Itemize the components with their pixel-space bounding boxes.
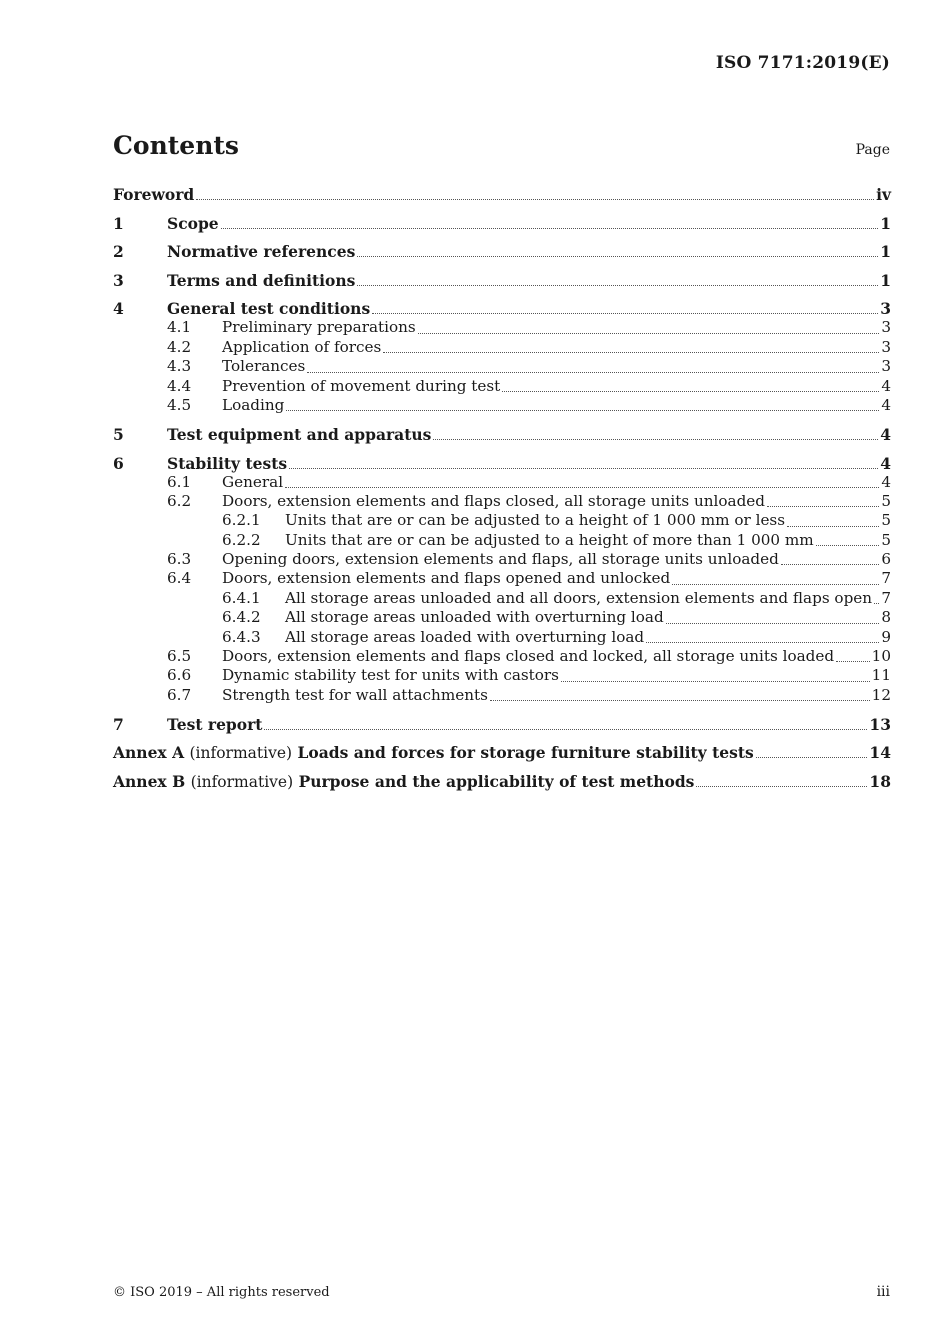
- toc-page: 5: [881, 511, 891, 530]
- toc-number: 3: [113, 270, 124, 290]
- dot-leader: [767, 506, 879, 507]
- dot-leader: [286, 410, 879, 411]
- toc-entry-annex-b[interactable]: [113, 772, 891, 791]
- dot-leader: [672, 584, 879, 585]
- toc-page: 5: [881, 491, 891, 510]
- toc-entry-6-7[interactable]: [113, 686, 891, 705]
- toc-page: 3: [881, 318, 891, 337]
- toc-entry-4-4[interactable]: [113, 377, 891, 396]
- toc-number: 6.5: [167, 647, 192, 666]
- toc-page: 4: [881, 395, 891, 414]
- dot-leader: [696, 786, 867, 787]
- dot-leader: [196, 199, 874, 200]
- toc-page: 11: [871, 666, 891, 685]
- toc-page: 6: [881, 550, 891, 569]
- toc-page: 12: [871, 685, 891, 704]
- dot-leader: [490, 700, 870, 701]
- toc-page: iv: [876, 185, 891, 204]
- dot-leader: [666, 623, 880, 624]
- toc-title: Tolerances: [222, 357, 306, 376]
- toc-number: 6.4.1: [222, 588, 261, 607]
- dot-leader: [756, 757, 868, 758]
- toc-title: All storage areas loaded with overturning load: [285, 627, 645, 646]
- toc-title: Scope: [167, 213, 219, 233]
- toc-number: 1: [113, 213, 124, 233]
- toc-entry-4-2[interactable]: [113, 338, 891, 357]
- toc-title: Opening doors, extension elements and flaps, all storage units unloaded: [222, 550, 779, 569]
- toc-entry-6-2-2[interactable]: [113, 531, 891, 550]
- dot-leader: [787, 526, 879, 527]
- toc-entry-1[interactable]: [113, 214, 891, 233]
- dot-leader: [502, 391, 879, 392]
- toc-page: 1: [880, 213, 891, 233]
- toc-title: Foreword: [113, 185, 195, 204]
- toc-number: 6.1: [167, 472, 192, 491]
- toc-title: Normative references: [167, 242, 356, 262]
- table-of-contents: [113, 185, 891, 791]
- toc-title: Loading: [222, 395, 285, 414]
- toc-entry-6-4[interactable]: [113, 569, 891, 588]
- dot-leader: [357, 256, 878, 257]
- toc-page: 13: [869, 714, 891, 734]
- dot-leader: [781, 564, 879, 565]
- toc-entry-foreword[interactable]: [113, 185, 891, 204]
- toc-number: 6: [113, 453, 124, 473]
- document-id: ISO 7171:2019(E): [715, 53, 890, 73]
- toc-entry-2[interactable]: [113, 242, 891, 261]
- toc-number: 6.4.3: [222, 627, 261, 646]
- toc-entry-6-6[interactable]: [113, 666, 891, 685]
- annex-label: Annex B: [113, 771, 186, 791]
- dot-leader: [383, 352, 879, 353]
- dot-leader: [874, 603, 879, 604]
- toc-entry-6-4-2[interactable]: [113, 608, 891, 627]
- toc-page: 8: [881, 608, 891, 627]
- toc-title: Doors, extension elements and flaps closed, all storage units unloaded: [222, 491, 765, 510]
- toc-title: Doors, extension elements and flaps closed and locked, all storage units loaded: [222, 647, 835, 666]
- toc-title: Doors, extension elements and flaps opened and unlocked: [222, 569, 671, 588]
- toc-entry-6-4-1[interactable]: [113, 589, 891, 608]
- toc-page: 7: [881, 588, 891, 607]
- toc-page: 1: [880, 242, 891, 262]
- toc-entry-6-5[interactable]: [113, 647, 891, 666]
- page-number: iii: [876, 1284, 890, 1300]
- toc-number: 4: [113, 299, 124, 319]
- toc-title: Dynamic stability test for units with castors: [222, 666, 559, 685]
- toc-page: 4: [881, 376, 891, 395]
- toc-entry-5[interactable]: [113, 425, 891, 444]
- toc-page: 1: [880, 270, 891, 290]
- annex-label: Annex A: [113, 743, 185, 763]
- toc-title: General: [222, 472, 284, 491]
- dot-leader: [221, 228, 879, 229]
- toc-entry-4-5[interactable]: [113, 396, 891, 415]
- dot-leader: [816, 545, 880, 546]
- toc-number: 5: [113, 424, 124, 444]
- toc-number: 6.6: [167, 666, 192, 685]
- toc-page: 10: [871, 647, 891, 666]
- toc-title: Application of forces: [222, 337, 382, 356]
- toc-page: 3: [881, 337, 891, 356]
- toc-title: Preliminary preparations: [222, 318, 416, 337]
- toc-number: 6.2.2: [222, 530, 261, 549]
- dot-leader: [433, 439, 878, 440]
- toc-title: All storage areas unloaded with overturning load: [285, 608, 664, 627]
- toc-number: 6.4.2: [222, 608, 261, 627]
- toc-number: 6.2.1: [222, 511, 261, 530]
- toc-entry-6-3[interactable]: [113, 550, 891, 569]
- toc-entry-6-4-3[interactable]: [113, 628, 891, 647]
- toc-entry-4-1[interactable]: [113, 318, 891, 337]
- toc-page: 14: [869, 743, 891, 763]
- copyright-notice: © ISO 2019 – All rights reserved: [113, 1285, 330, 1300]
- dot-leader: [307, 372, 879, 373]
- toc-entry-6[interactable]: [113, 454, 891, 473]
- toc-entry-7[interactable]: [113, 715, 891, 734]
- toc-number: 4.2: [167, 337, 192, 356]
- toc-entry-annex-a[interactable]: [113, 743, 891, 762]
- toc-number: 6.3: [167, 550, 192, 569]
- toc-title: Stability tests: [167, 453, 288, 473]
- toc-entry-4-3[interactable]: [113, 357, 891, 376]
- toc-number: 7: [113, 714, 124, 734]
- toc-number: 4.5: [167, 395, 192, 414]
- toc-number: 6.4: [167, 569, 192, 588]
- toc-title: Units that are or can be adjusted to a height of more than 1 000 mm: [285, 530, 814, 549]
- dot-leader: [418, 333, 880, 334]
- annex-title: Loads and forces for storage furniture stability tests: [297, 743, 754, 763]
- toc-title: Test report: [167, 714, 263, 734]
- annex-title: Purpose and the applicability of test methods: [298, 771, 695, 791]
- dot-leader: [372, 313, 878, 314]
- toc-entry-3[interactable]: [113, 271, 891, 290]
- toc-title: [113, 772, 694, 792]
- toc-title: Units that are or can be adjusted to a height of 1 000 mm or less: [285, 511, 786, 530]
- toc-page: 18: [869, 771, 891, 791]
- toc-entry-4[interactable]: [113, 299, 891, 318]
- toc-title: General test conditions: [167, 299, 371, 319]
- dot-leader: [836, 661, 870, 662]
- toc-number: 6.2: [167, 491, 192, 510]
- dot-leader: [285, 487, 879, 488]
- toc-number: 6.7: [167, 685, 192, 704]
- toc-page: 3: [881, 357, 891, 376]
- toc-entry-6-1[interactable]: [113, 473, 891, 492]
- toc-page: 3: [880, 299, 891, 319]
- toc-title: All storage areas unloaded and all doors, extension elements and flaps open: [285, 588, 873, 607]
- page-column-label: Page: [855, 142, 890, 158]
- toc-page: 9: [881, 627, 891, 646]
- toc-title: Test equipment and apparatus: [167, 424, 432, 444]
- dot-leader: [646, 642, 879, 643]
- toc-entry-6-2-1[interactable]: [113, 511, 891, 530]
- toc-page: 4: [881, 472, 891, 491]
- dot-leader: [264, 729, 867, 730]
- toc-page: 4: [880, 453, 891, 473]
- toc-number: 4.1: [167, 318, 192, 337]
- annex-type: (informative): [189, 744, 293, 763]
- toc-title: Prevention of movement during test: [222, 376, 501, 395]
- toc-page: 7: [881, 569, 891, 588]
- toc-page: 4: [880, 424, 891, 444]
- toc-entry-6-2[interactable]: [113, 492, 891, 511]
- annex-type: (informative): [190, 772, 294, 791]
- dot-leader: [561, 681, 870, 682]
- toc-number: 2: [113, 242, 124, 262]
- toc-number: 4.4: [167, 376, 192, 395]
- contents-title: Contents: [113, 131, 240, 160]
- toc-title: Terms and definitions: [167, 270, 356, 290]
- toc-title: Strength test for wall attachments: [222, 685, 488, 704]
- toc-title: [113, 743, 754, 763]
- toc-number: 4.3: [167, 357, 192, 376]
- dot-leader: [289, 468, 878, 469]
- toc-page: 5: [881, 530, 891, 549]
- dot-leader: [357, 285, 878, 286]
